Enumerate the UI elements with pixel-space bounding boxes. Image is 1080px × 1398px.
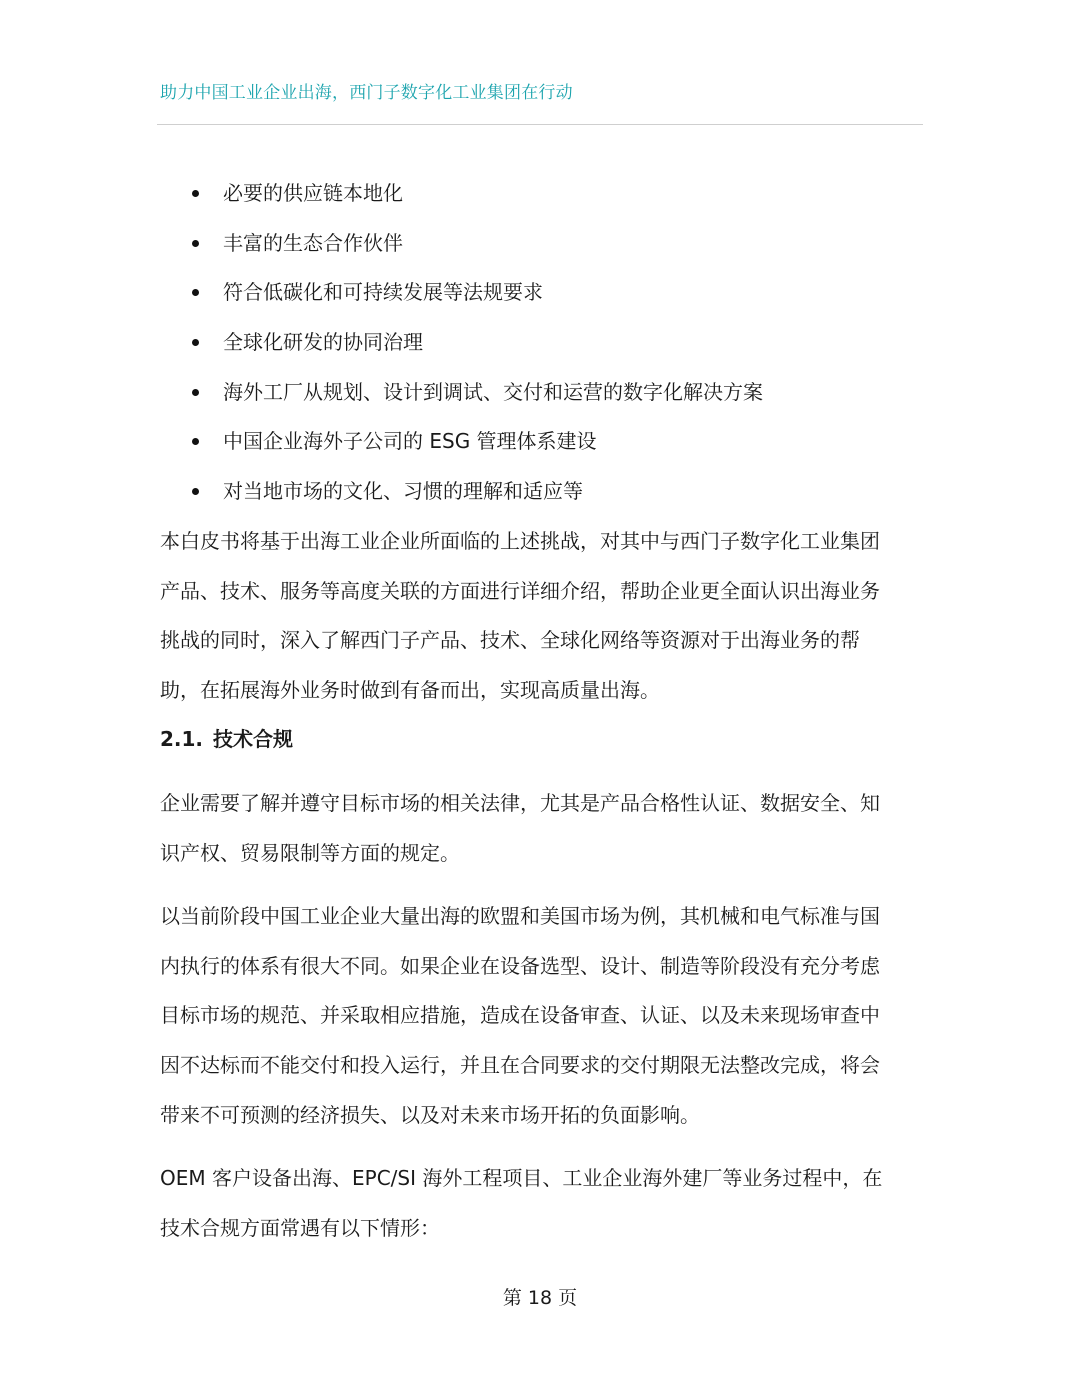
section-heading (160, 722, 293, 756)
paragraph-line: 识产权、贸易限制等方面的规定。 (160, 840, 460, 865)
list-item-text: 必要的供应链本地化 (223, 181, 403, 205)
bullet-icon (192, 240, 199, 247)
paragraph-line: 带来不可预测的经济损失、以及对未来市场开拓的负面影响。 (160, 1102, 700, 1127)
paragraph-line: 本白皮书将基于出海工业企业所面临的上述挑战，对其中与西门子数字化工业集团 (160, 529, 880, 553)
paragraph-line: 内执行的体系有很大不同。如果企业在设备选型、设计、制造等阶段没有充分考虑 (160, 953, 880, 978)
bullet-icon (192, 438, 199, 445)
paragraph-line: OEM 客户设备出海、EPC/SI 海外工程项目、工业企业海外建厂等业务过程中，在 (160, 1166, 883, 1190)
bullet-icon (192, 389, 199, 396)
paragraph-line: 挑战的同时，深入了解西门子产品、技术、全球化网络等资源对于出海业务的帮 (160, 628, 860, 653)
paragraph-line: 因不达标而不能交付和投入运行，并且在合同要求的交付期限无法整改完成，将会 (160, 1053, 880, 1078)
page-number: 第 18 页 (502, 1287, 578, 1309)
section-title: 技术合规 (213, 727, 294, 751)
bullet-icon (192, 339, 199, 346)
bullet-icon (192, 289, 199, 296)
list-item-text: 全球化研发的协同治理 (223, 330, 423, 355)
list-item-text: 中国企业海外子公司的 ESG 管理体系建设 (223, 429, 597, 454)
list-item-text: 海外工厂从规划、设计到调试、交付和运营的数字化解决方案 (223, 379, 763, 404)
intro-paragraph (160, 516, 880, 715)
paragraph-line: 以当前阶段中国工业企业大量出海的欧盟和美国市场为例，其机械和电气标准与国 (160, 904, 880, 928)
paragraph-line: 产品、技术、服务等高度关联的方面进行详细介绍，帮助企业更全面认识出海业务 (160, 578, 880, 603)
paragraph-line: 助，在拓展海外业务时做到有备而出，实现高质量出海。 (160, 678, 660, 703)
list-item-text: 符合低碳化和可持续发展等法规要求 (223, 280, 543, 305)
paragraph-line: 企业需要了解并遵守目标市场的相关法律，尤其是产品合格性认证、数据安全、知 (160, 791, 880, 815)
list-item-text: 丰富的生态合作伙伴 (223, 230, 403, 255)
bullet-icon (192, 488, 199, 495)
paragraph-compliance-laws (160, 778, 880, 877)
paragraph-line: 技术合规方面常遇有以下情形： (160, 1215, 440, 1240)
paragraph-scenarios-intro (160, 1153, 882, 1252)
paragraph-eu-us-example (160, 891, 880, 1139)
list-item-text: 对当地市场的文化、习惯的理解和适应等 (223, 479, 583, 504)
header-title: 助力中国工业企业出海，西门子数字化工业集团在行动 (160, 83, 573, 103)
section-number: 2.1. (160, 727, 204, 751)
header-divider (157, 124, 923, 125)
paragraph-line: 目标市场的规范、并采取相应措施，造成在设备审查、认证、以及未来现场审查中 (160, 1003, 880, 1028)
bullet-icon (192, 190, 199, 197)
